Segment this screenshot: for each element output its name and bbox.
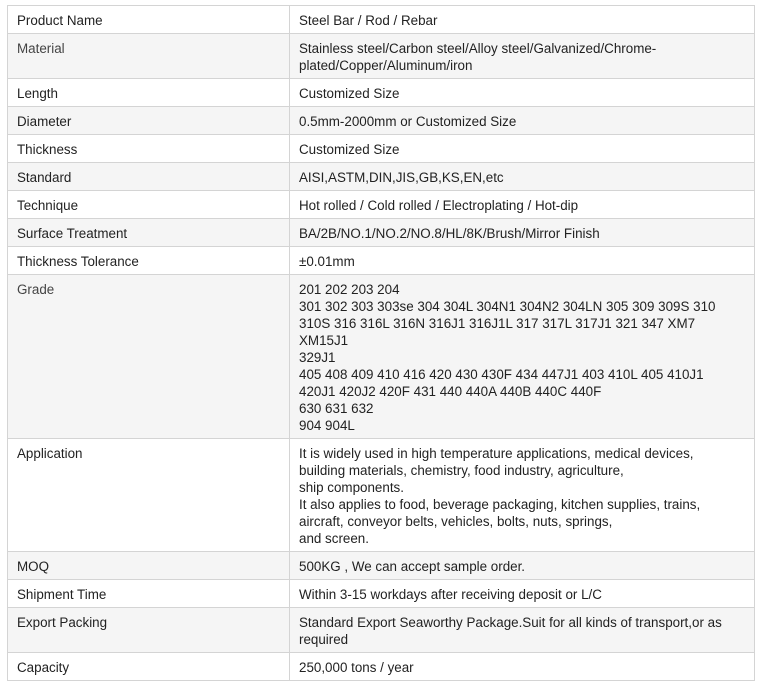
row-value: 201 202 203 204 301 302 303 303se 304 304L 304N1 304N2 304LN 305 309 309S 310 310S 316 316L 316N 316J1 316J1L 317 317L 317J1 321 347 XM7 XM15J1 329J1 405 408 409 410 416 420 430 430F 434 447J1 403 410L 405 410J1 420J1 420J2 420F 431 440 440A 440B 440C 440F 630 631 632 904 904L: [290, 275, 755, 439]
row-label: MOQ: [8, 552, 290, 580]
row-value: Standard Export Seaworthy Package.Suit for all kinds of transport,or as required: [290, 608, 755, 653]
table-row: [8, 107, 755, 135]
table-row: [8, 552, 755, 580]
table-row: [8, 34, 755, 79]
row-value: BA/2B/NO.1/NO.2/NO.8/HL/8K/Brush/Mirror Finish: [290, 219, 755, 247]
row-label: Grade: [8, 275, 290, 439]
table-row: [8, 135, 755, 163]
row-value: It is widely used in high temperature applications, medical devices, building materials, chemistry, food industry, agriculture, ship components. It also applies to food, beverage packaging, kitchen supplies, trains, aircraft, conveyor belts, vehicles, bolts, nuts, springs, and screen.: [290, 439, 755, 552]
row-value: Customized Size: [290, 135, 755, 163]
table-row: [8, 247, 755, 275]
table-row: [8, 653, 755, 681]
row-value: Steel Bar / Rod / Rebar: [290, 6, 755, 34]
table-row: [8, 275, 755, 439]
row-value: 0.5mm-2000mm or Customized Size: [290, 107, 755, 135]
row-value: Stainless steel/Carbon steel/Alloy steel/Galvanized/Chrome- plated/Copper/Aluminum/iron: [290, 34, 755, 79]
row-label: Export Packing: [8, 608, 290, 653]
row-label: Thickness: [8, 135, 290, 163]
table-row: [8, 439, 755, 552]
row-label: Surface Treatment: [8, 219, 290, 247]
row-label: Application: [8, 439, 290, 552]
row-label: Diameter: [8, 107, 290, 135]
row-value: Within 3-15 workdays after receiving deposit or L/C: [290, 580, 755, 608]
row-label: Capacity: [8, 653, 290, 681]
table-row: [8, 219, 755, 247]
row-label: Product Name: [8, 6, 290, 34]
row-label: Material: [8, 34, 290, 79]
table-row: [8, 79, 755, 107]
row-value: 500KG , We can accept sample order.: [290, 552, 755, 580]
row-label: Length: [8, 79, 290, 107]
row-label: Technique: [8, 191, 290, 219]
row-value: Hot rolled / Cold rolled / Electroplating / Hot-dip: [290, 191, 755, 219]
row-label: Thickness Tolerance: [8, 247, 290, 275]
row-value: Customized Size: [290, 79, 755, 107]
table-row: [8, 163, 755, 191]
row-label: Standard: [8, 163, 290, 191]
table-row: [8, 6, 755, 34]
row-value: AISI,ASTM,DIN,JIS,GB,KS,EN,etc: [290, 163, 755, 191]
row-label: Shipment Time: [8, 580, 290, 608]
table-row: [8, 608, 755, 653]
table-row: [8, 191, 755, 219]
table-row: [8, 580, 755, 608]
spec-table: [7, 5, 755, 681]
row-value: ±0.01mm: [290, 247, 755, 275]
row-value: 250,000 tons / year: [290, 653, 755, 681]
